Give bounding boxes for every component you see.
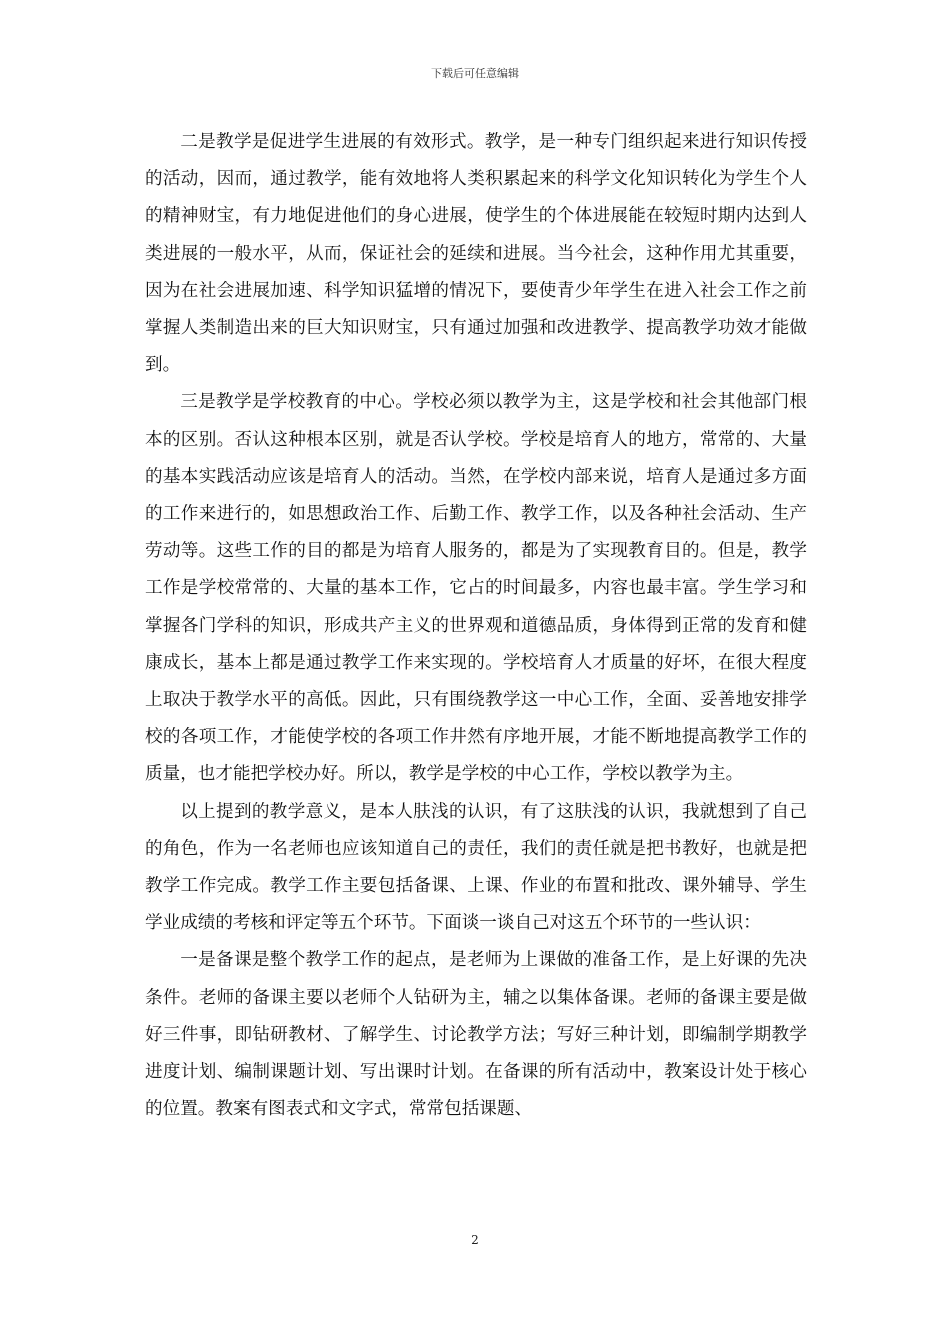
paragraph-teaching-school-center: 三是教学是学校教育的中心。学校必须以教学为主，这是学校和社会其他部门根本的区别。否认这种根本区别，就是否认学校。学校是培育人的地方，常常的、大量的基本实践活动应该是培育人的活动。当然，在学校内部来说，培育人是通过多方面的工作来进行的，如思想政治工作、后勤工作、教学工作，以及各种社会活动、生产劳动等。这些工作的目的都是为培育人服务的，都是为了实现教育目的。但是，教学工作是学校常常的、大量的基本工作，它占的时间最多，内容也最丰富。学生学习和掌握各门学科的知识，形成共产主义的世界观和道德品质，身体得到正常的发育和健康成长，基本上都是通过教学工作来实现的。学校培育人才质量的好坏，在很大程度上取决于教学水平的高低。因此，只有围绕教学这一中心工作，全面、妥善地安排学校的各项工作，才能使学校的各项工作井然有序地开展，才能不断地提高教学工作的质量，也才能把学校办好。所以，教学是学校的中心工作，学校以教学为主。 [145, 392, 807, 785]
paragraph-lesson-preparation: 一是备课是整个教学工作的起点，是老师为上课做的准备工作，是上好课的先决条件。老师的备课主要以老师个人钻研为主，辅之以集体备课。老师的备课主要是做好三件事，即钻研教材、了解学生、讨论教学方法；写好三种计划，即编制学期教学进度计划、编制课题计划、写出课时计划。在备课的所有活动中，教案设计处于核心的位置。教案有图表式和文字式，常常包括课题、 [145, 950, 807, 1120]
paragraph-teacher-responsibility: 以上提到的教学意义，是本人肤浅的认识，有了这肤浅的认识，我就想到了自己的角色，作为一名老师也应该知道自己的责任，我们的责任就是把书教好，也就是把教学工作完成。教学工作主要包括备课、上课、作业的布置和批改、课外辅导、学生学业成绩的考核和评定等五个环节。下面谈一谈自己对这五个环节的一些认识： [145, 801, 807, 934]
paragraph-teaching-student-development: 二是教学是促进学生进展的有效形式。教学，是一种专门组织起来进行知识传授的活动，因而，通过教学，能有效地将人类积累起来的科学文化知识转化为学生个人的精神财宝，有力地促进他们的身心进展，使学生的个体进展能在较短时期内达到人类进展的一般水平，从而，保证社会的延续和进展。当今社会，这种作用尤其重要，因为在社会进展加速、科学知识猛增的情况下，要使青少年学生在进入社会工作之前掌握人类制造出来的巨大知识财宝，只有通过加强和改进教学、提高教学功效才能做到。 [145, 132, 807, 376]
document-body [145, 124, 807, 1128]
page-header: 下载后可任意编辑 [431, 67, 519, 80]
page-number: 2 [471, 1233, 479, 1247]
